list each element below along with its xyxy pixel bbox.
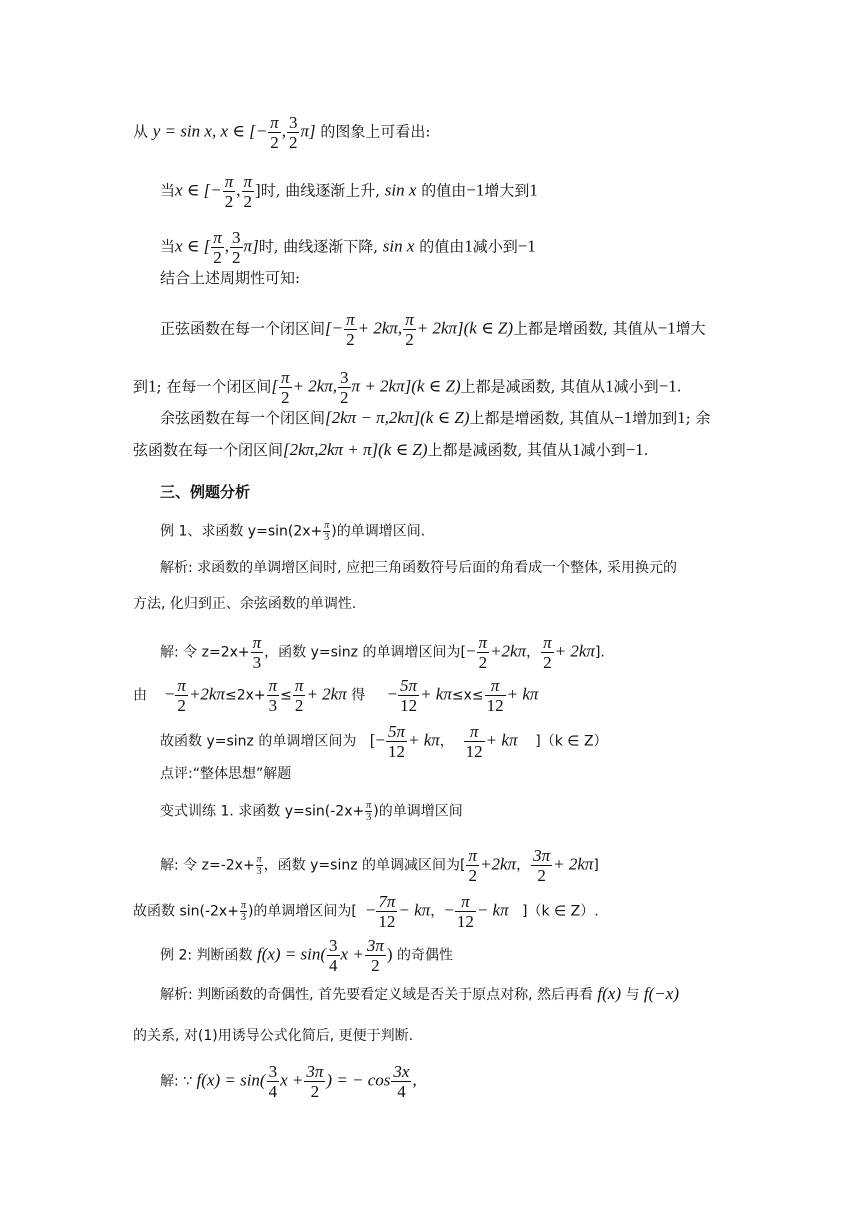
fraction: $\frac{\pi}{12}$ [456,892,474,931]
math: − kπ [398,900,431,920]
text: ]（k ∈ Z） [535,733,608,750]
text: 与 [625,987,640,1003]
text: 从 [133,122,149,141]
math: + kπ [407,730,440,750]
math: , [224,236,230,256]
text: 得 [351,687,366,704]
fraction: $\frac{\pi}{3}$ [366,800,372,823]
math: f(x) [597,984,622,1003]
text: 上都是增函数, 其值从 [513,319,658,338]
math: f(x) = sin( [196,1070,266,1090]
text: 增大到 [484,181,530,200]
math: + 2kπ [554,641,595,661]
text: 解: 令 z=2x+ [160,644,250,661]
math: + 2kπ, [357,318,403,338]
text: )的单调增区间 [373,803,463,820]
text-line [133,892,599,931]
fraction: $\frac{\pi}{2}$ [213,228,222,267]
text-line [160,984,679,1005]
text: 的奇偶性 [396,947,453,964]
text: ≤ [280,687,292,704]
text-line [133,440,648,460]
text: 上都是减函数, 其值从 [427,441,573,459]
math: f(−x) [643,984,679,1003]
math: ] [255,180,261,200]
fraction: $\frac{5\pi}{12}$ [400,676,418,715]
text-line: 方法, 化归到正、余弦函数的单调性. [133,596,357,612]
math: π] [300,121,316,141]
math: ) = − cos [326,1070,391,1090]
math: x ∈ [− [175,180,222,200]
text: 弦函数在每一个闭区间 [133,441,284,459]
text-line: 解析: 求函数的单调增区间时, 应把三角函数符号后面的角看成一个整体, 采用换元的 [160,560,677,576]
math: + 2kπ](k ∈ Z) [416,318,514,338]
math: 1 [572,440,581,459]
text: ， [430,903,445,920]
fraction: $\frac{7\pi}{12}$ [378,892,396,931]
text: 余弦函数在每一个闭区间 [160,409,326,427]
text: ， [516,857,531,874]
text: 的图象上可看出: [320,122,431,141]
math: [ [271,376,278,396]
fraction: $\frac{\pi}{2}$ [280,368,290,407]
text-line [160,520,425,543]
text-line [160,228,536,267]
text: 故函数 y=sinz 的单调增区间为 [160,733,357,750]
text: ]（k ∈ Z）. [521,903,599,920]
math: − kπ [476,900,509,920]
math: ) [386,944,393,964]
fraction: $\frac{3\pi}{2}$ [533,846,551,885]
math: x ∈ [ [175,236,211,256]
math: , [281,121,286,141]
math: 1 [148,376,157,396]
section-heading: 三、例题分析 [160,483,251,501]
text: 当 [160,181,176,200]
text: 结合上述周期性可知: [160,269,301,287]
math: +2kπ [490,641,527,661]
fraction: $\frac{\pi}{12}$ [486,676,504,715]
math: 1 [605,376,614,396]
fraction: $\frac{\pi}{3}$ [256,854,262,877]
math: − [465,641,476,661]
math: sin x [384,180,417,200]
fraction: $\frac{\pi}{2}$ [224,172,234,211]
text: 时, 曲线逐渐下降, [258,237,383,256]
math: − [365,900,376,920]
text: )的单调增区间为[ [247,903,357,920]
text: ]. [594,644,605,661]
text: 解: 令 z=-2x+ [160,857,255,874]
text: ≤2x+ [224,687,266,704]
fraction: $\frac{\pi}{3}$ [324,520,330,543]
math: − [387,684,398,704]
text: 时, 曲线逐渐上升, [260,181,385,200]
text: 例 2: 判断函数 [160,947,253,964]
fraction: $\frac{\pi}{2}$ [294,676,304,715]
text-line [160,268,300,288]
math: + kπ [506,684,539,704]
fraction: $\frac{3}{2}$ [288,113,298,152]
math: −1 [517,236,536,256]
math: −1 [657,318,676,338]
text-line [160,722,608,761]
text-line [160,633,605,672]
text: ， [526,644,541,661]
text: 减小到 [580,441,626,459]
math: − [444,900,454,920]
math: x + [340,944,364,964]
text: ; 在每一个闭区间 [156,377,272,396]
text: ， [439,733,454,750]
fraction: $\frac{\pi}{12}$ [465,722,483,761]
math: , [236,180,241,200]
fraction: $\frac{5\pi}{12}$ [387,722,405,761]
text: 当 [160,237,176,256]
fraction: $\frac{\pi}{3}$ [268,676,278,715]
text: . [643,441,649,459]
text: 增大 [675,319,706,338]
fraction: $\frac{\pi}{2}$ [405,310,414,349]
text-line: 点评:“整体思想”解题 [160,766,292,782]
text: 的值由 [419,237,465,256]
math: −1 [625,440,644,459]
fraction: $\frac{\pi}{2}$ [468,846,478,885]
text: )的单调增区间. [331,523,426,540]
math: sin x [382,236,415,256]
math: [2kπ − π,2kπ](k ∈ Z) [325,408,470,427]
text: 变式训练 1. 求函数 y=sin(-2x+ [160,803,365,820]
text: 解: ∵ [160,1073,193,1090]
math: −1 [658,376,677,396]
text-line: 的关系, 对(1)用诱导公式化简后, 更便于判断. [133,1028,414,1044]
math: −1 [614,408,633,427]
text: 故函数 sin(-2x+ [133,903,239,920]
text: 上都是减函数, 其值从 [460,377,606,396]
text: 增加到 [632,409,678,427]
fraction: $\frac{3}{4}$ [268,1062,278,1101]
fraction: $\frac{\pi}{2}$ [543,633,552,672]
math: + 2kπ [306,684,347,704]
text-line [160,846,599,885]
text: 到 [133,377,149,396]
text: 上都是增函数, 其值从 [469,409,615,427]
fraction: $\frac{\pi}{2}$ [478,633,488,672]
fraction: $\frac{\pi}{2}$ [270,113,279,152]
fraction: $\frac{\pi}{2}$ [177,676,186,715]
fraction: $\frac{3}{2}$ [232,228,241,267]
fraction: $\frac{3}{4}$ [329,936,338,975]
math: y = sin x, x ∈ [− [152,121,268,141]
fraction: $\frac{3x}{4}$ [393,1062,410,1101]
math: +2kπ [480,854,517,874]
math: [2kπ,2kπ + π](k ∈ Z) [283,440,428,459]
math: 1 [529,180,538,200]
math: π + 2kπ](k ∈ Z) [351,376,461,396]
text-line [160,310,706,349]
text-line [160,1062,417,1101]
text: 由 [133,687,147,704]
text: 减小到 [472,237,518,256]
math: + 2kπ, [292,376,338,396]
fraction: $\frac{\pi}{2}$ [346,310,355,349]
math: + kπ [420,684,452,704]
fraction: $\frac{3\pi}{2}$ [306,1062,324,1101]
math: +2kπ [188,684,225,704]
fraction: $\frac{\pi}{3}$ [252,633,262,672]
math: π] [243,236,259,256]
text-line [133,113,430,152]
math: 1 [464,236,473,256]
fraction: $\frac{\pi}{2}$ [243,172,253,211]
math: − [164,684,175,704]
text-line [133,368,682,407]
text-line [133,676,538,715]
math: x + [280,1070,304,1090]
text: 减小到 [613,377,659,396]
text: ，函数 y=sinz 的单调增区间为[ [264,644,466,661]
text: ，函数 y=sinz 的单调减区间为[ [263,857,466,874]
text: 正弦函数在每一个闭区间 [160,319,326,338]
math: + kπ [485,730,518,750]
text: ; 余 [685,409,711,427]
text: 的值由 [421,181,467,200]
math: [− [325,318,344,338]
math: −1 [466,180,485,200]
math: 1 [677,408,686,427]
text: ≤x≤ [451,687,484,704]
fraction: $\frac{\pi}{3}$ [240,900,246,923]
text: . [676,377,682,396]
fraction: $\frac{3\pi}{2}$ [366,936,384,975]
text: 解析: 判断函数的奇偶性, 首先要看定义域是否关于原点对称, 然后再看 [160,987,593,1003]
text-line [160,172,538,211]
text-line [160,800,463,823]
math: , [412,1070,417,1090]
text: 例 1、求函数 y=sin(2x+ [160,523,323,540]
text-line [160,936,453,975]
text-line [160,408,711,428]
math: f(x) = sin( [256,944,327,964]
fraction: $\frac{3}{2}$ [340,368,349,407]
math: [− [369,730,385,750]
math: + 2kπ [553,854,594,874]
text: ] [593,857,599,874]
